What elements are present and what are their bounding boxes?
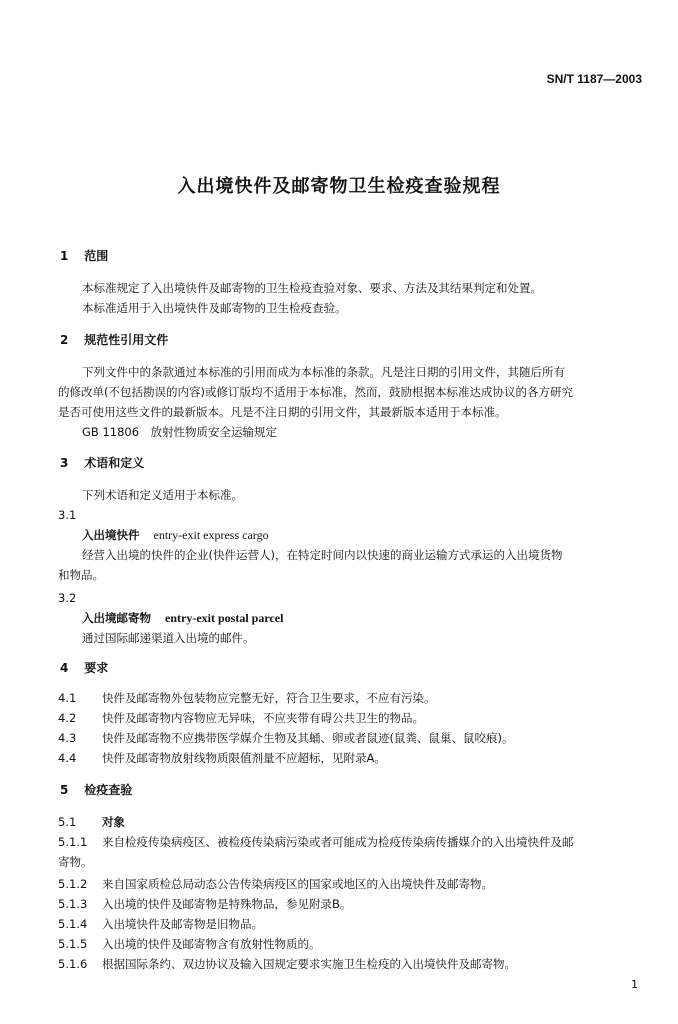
- section-title: 范围: [84, 249, 109, 263]
- section-title: 术语和定义: [84, 456, 145, 470]
- document-title: 入出境快件及邮寄物卫生检疫查验规程: [177, 176, 501, 197]
- subsection-5-1-heading: [58, 814, 125, 830]
- item-number: 4.2: [58, 711, 77, 725]
- object-item: [58, 916, 263, 932]
- item-text: 快件及邮寄物放射线物质限值剂量不应超标，见附录A。: [102, 751, 386, 765]
- object-item: [58, 956, 516, 972]
- item-text: 快件及邮寄物不应携带医学媒介生物及其蛹、卵或者鼠迹(鼠粪、鼠巢、鼠咬痕)。: [102, 731, 514, 745]
- sec1-paragraph-2: 本标准适用于入出境快件及邮寄物的卫生检疫查验。: [82, 301, 347, 315]
- term-2-english: entry-exit postal parcel: [165, 611, 284, 625]
- term-2: [82, 610, 283, 626]
- item-number: 5.1.2: [58, 877, 88, 891]
- sec2-paragraph-line-3: 是否可使用这些文件的最新版本。凡是不注日期的引用文件，其最新版本适用于本标准。: [58, 405, 507, 419]
- item-text: 入出境快件及邮寄物是旧物品。: [102, 917, 263, 931]
- sec2-paragraph-line-1: 下列文件中的条款通过本标准的引用而成为本标准的条款。凡是注日期的引用文件，其随后所有: [82, 365, 565, 379]
- item-number: 4.4: [58, 751, 77, 765]
- object-item: [58, 896, 351, 912]
- section-1-heading: [60, 248, 108, 264]
- section-title: 要求: [84, 661, 109, 675]
- item-number: 5.1.5: [58, 937, 88, 951]
- object-item-continuation: 寄物。: [58, 855, 93, 869]
- item-number: 5.1.6: [58, 957, 88, 971]
- standard-code: SN/T 1187—2003: [546, 72, 642, 86]
- item-text: 根据国际条约、双边协议及输入国规定要求实施卫生检疫的入出境快件及邮寄物。: [102, 957, 516, 971]
- page-number: 1: [631, 978, 638, 991]
- term-1-english: entry-exit express cargo: [153, 528, 269, 542]
- item-number: 4.1: [58, 691, 77, 705]
- item-text: 快件及邮寄物内容物应无异味，不应夹带有碍公共卫生的物品。: [102, 711, 424, 725]
- section-5-heading: [60, 782, 132, 798]
- section-4-heading: [60, 660, 108, 676]
- term-2-definition: 通过国际邮递渠道入出境的邮件。: [82, 631, 255, 645]
- object-item: [58, 834, 574, 850]
- object-item: [58, 936, 321, 952]
- item-number: 5.1.1: [58, 835, 88, 849]
- section-title: 规范性引用文件: [84, 333, 169, 347]
- term-2-chinese: 入出境邮寄物: [82, 611, 151, 625]
- term-1-definition-line-1: 经营入出境的快件的企业(快件运营人)，在特定时间内以快速的商业运输方式承运的入出境货物: [82, 548, 563, 562]
- requirement-item: [58, 710, 424, 726]
- sec3-intro: 下列术语和定义适用于本标准。: [82, 488, 243, 502]
- section-number: 4: [60, 661, 69, 675]
- item-text: 来自检疫传染病疫区、被检疫传染病污染或者可能成为检疫传染病传播媒介的入出境快件及邮: [102, 835, 574, 849]
- term-1-number: 3.1: [58, 508, 77, 522]
- subsection-number: 5.1: [58, 815, 77, 829]
- requirement-item: [58, 750, 386, 766]
- subsection-title: 对象: [102, 815, 125, 829]
- term-1-definition-line-2: 和物品。: [58, 568, 104, 582]
- object-item: [58, 876, 493, 892]
- item-number: 5.1.4: [58, 917, 88, 931]
- item-number: 4.3: [58, 731, 77, 745]
- section-number: 5: [60, 783, 69, 797]
- section-number: 2: [60, 333, 69, 347]
- sec1-paragraph-1: 本标准规定了入出境快件及邮寄物的卫生检疫查验对象、要求、方法及其结果判定和处置。: [82, 281, 542, 295]
- normative-reference: GB 11806 放射性物质安全运输规定: [82, 425, 278, 439]
- section-2-heading: [60, 332, 168, 348]
- item-number: 5.1.3: [58, 897, 88, 911]
- section-number: 1: [60, 249, 69, 263]
- requirement-item: [58, 690, 436, 706]
- item-text: 入出境的快件及邮寄物含有放射性物质的。: [102, 937, 321, 951]
- term-1: [82, 527, 269, 543]
- item-text: 来自国家质检总局动态公告传染病疫区的国家或地区的入出境快件及邮寄物。: [102, 877, 493, 891]
- requirement-item: [58, 730, 513, 746]
- item-text: 快件及邮寄物外包装物应完整无好，符合卫生要求，不应有污染。: [102, 691, 436, 705]
- term-1-chinese: 入出境快件: [82, 528, 140, 542]
- item-text: 入出境的快件及邮寄物是特殊物品，参见附录B。: [102, 897, 352, 911]
- section-title: 检疫查验: [84, 783, 133, 797]
- section-number: 3: [60, 456, 69, 470]
- section-3-heading: [60, 455, 144, 471]
- sec2-paragraph-line-2: 的修改单(不包括勘误的内容)或修订版均不适用于本标准，然而，鼓励根据本标准达成协议的各方研究: [58, 385, 573, 399]
- term-2-number: 3.2: [58, 591, 77, 605]
